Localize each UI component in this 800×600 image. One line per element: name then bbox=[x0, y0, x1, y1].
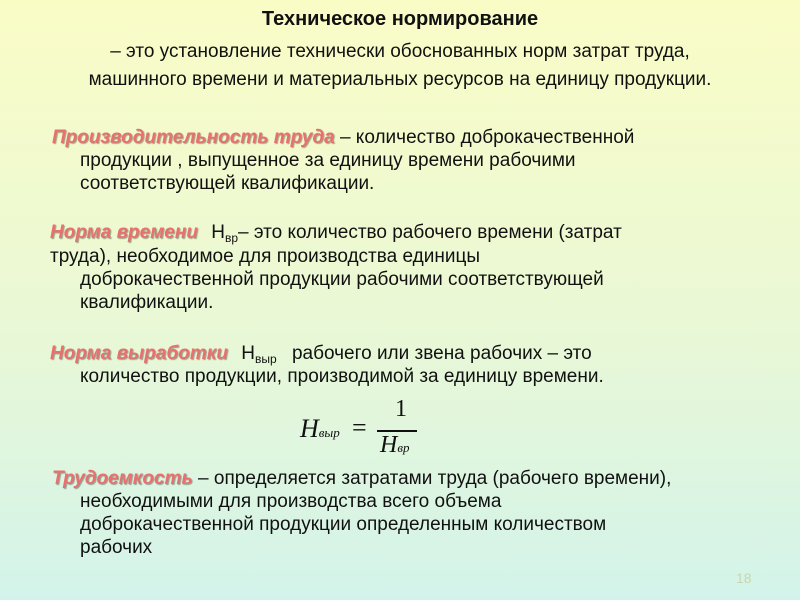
subtitle-line-1: – это установление технически обоснованных норм затрат труда, bbox=[110, 41, 690, 62]
subtitle-line-2: машинного времени и материальных ресурсов на единицу продукции. bbox=[88, 69, 712, 90]
time-norm-symbol-sub: вр bbox=[224, 231, 239, 245]
labor-intensity-line-2: необходимыми для производства всего объема bbox=[80, 491, 502, 512]
time-norm-line-4: квалификации. bbox=[80, 292, 214, 313]
productivity-line-1-rest: – количество доброкачественной bbox=[334, 127, 635, 148]
productivity-line-2: продукции , выпущенное за единицу времени рабочими bbox=[80, 150, 576, 171]
formula-numerator: 1 bbox=[395, 396, 407, 422]
labor-intensity-line-4: рабочих bbox=[80, 537, 153, 558]
formula-lhs-letter: H bbox=[300, 414, 319, 443]
time-norm-line-1-rest: – это количество рабочего времени (затрат bbox=[238, 222, 622, 243]
time-norm-line-3: доброкачественной продукции рабочими соответствующей bbox=[80, 269, 604, 290]
labor-intensity-line-3: доброкачественной продукции определенным количеством bbox=[80, 514, 607, 535]
output-norm-symbol bbox=[241, 343, 276, 364]
time-norm-term: Норма времени bbox=[50, 222, 198, 243]
formula-denominator-sub: вр bbox=[397, 440, 410, 455]
labor-intensity-line-1 bbox=[52, 467, 671, 490]
slide-title: Техническое нормирование bbox=[261, 8, 539, 30]
formula-lhs bbox=[300, 414, 340, 444]
slide-subtitle bbox=[20, 38, 780, 94]
formula-denominator bbox=[380, 432, 410, 459]
productivity-line-3: соответствующей квалификации. bbox=[80, 173, 375, 194]
output-norm-symbol-letter: Н bbox=[241, 343, 255, 364]
output-norm-line-1-rest: рабочего или звена рабочих – это bbox=[291, 343, 592, 364]
output-norm-term: Норма выработки bbox=[50, 343, 228, 364]
page-number: 18 bbox=[736, 570, 752, 586]
formula-denominator-letter: H bbox=[380, 432, 398, 458]
time-norm-symbol-letter: Н bbox=[211, 222, 225, 243]
productivity-line-1 bbox=[52, 126, 634, 149]
time-norm-symbol bbox=[211, 222, 238, 243]
time-norm-line-2: труда), необходимое для производства единицы bbox=[50, 246, 480, 267]
formula-lhs-sub: выр bbox=[318, 425, 340, 440]
productivity-term: Производительность труда bbox=[52, 127, 335, 148]
labor-intensity-term: Трудоемкость bbox=[52, 468, 193, 489]
output-norm-formula bbox=[300, 396, 430, 466]
output-norm-line-2: количество продукции, производимой за единицу времени. bbox=[80, 366, 604, 387]
labor-intensity-line-1-rest: – определяется затратами труда (рабочего времени), bbox=[192, 468, 672, 489]
output-norm-symbol-sub: выр bbox=[254, 352, 277, 366]
formula-equals: = bbox=[352, 413, 367, 442]
